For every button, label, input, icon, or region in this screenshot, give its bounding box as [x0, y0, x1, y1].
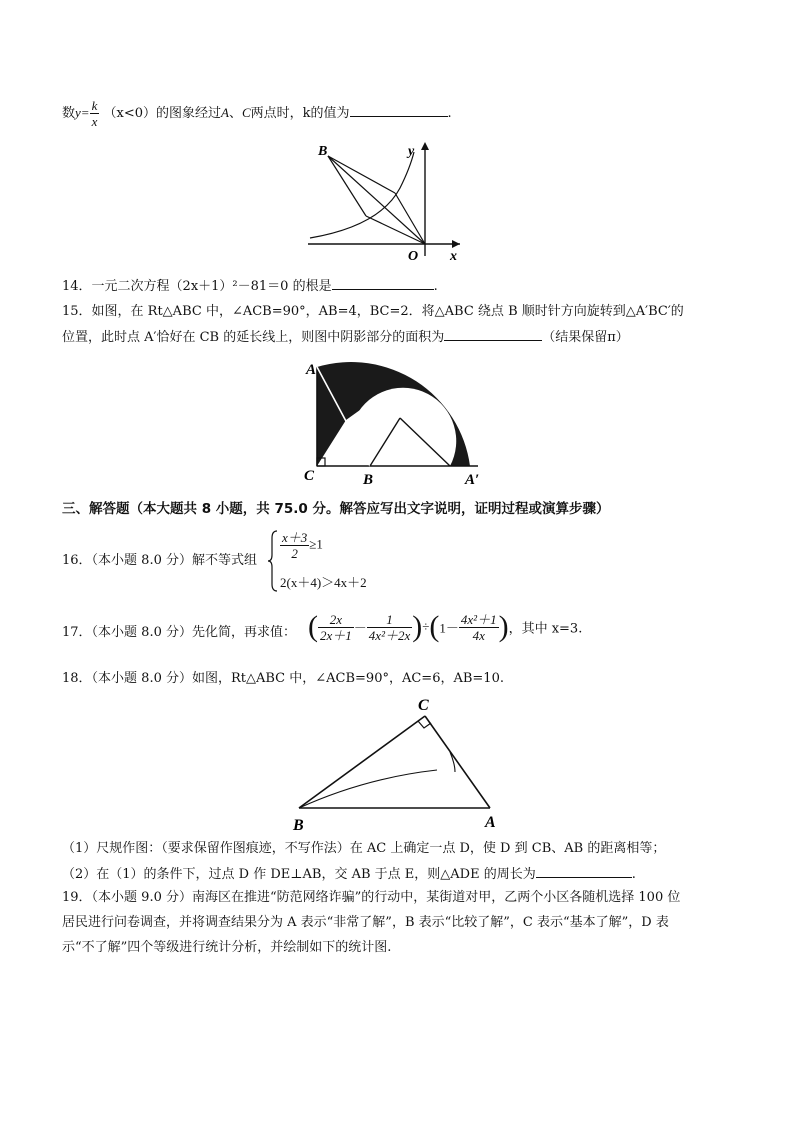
- q19-line3: [62, 939, 391, 957]
- q17-f2-den: 4x²＋2x: [368, 627, 411, 643]
- q19-line2-text: 居民进行问卷调查，并将调查结果分为 A 表示“非常了解”，B 表示“比较了解”，C 表示“基本了解”，D 表: [62, 915, 669, 930]
- bisector-trace: [299, 770, 437, 808]
- paren-open-2: (: [429, 610, 440, 643]
- label-c: C: [304, 468, 315, 484]
- paren-close-1: ): [412, 610, 423, 643]
- q16-system: [268, 530, 408, 592]
- q17-f3-den: 4x: [472, 627, 485, 643]
- paren-open-1: (: [308, 610, 318, 643]
- q18-sub2: [62, 865, 636, 884]
- q15-line1-text: 15．如图，在 Rt△ABC 中，∠ACB=90°，AB=4，BC=2．将△ABC 绕点 B 顺时针方向旋转到△A′BC′的: [62, 304, 684, 319]
- figure-rotation-shaded: [300, 360, 495, 488]
- label-b: B: [318, 144, 328, 159]
- q16-ineq2: 2(x＋4)＞4x＋2: [280, 575, 367, 590]
- label-b2: B: [363, 472, 374, 488]
- q13-k-over-x: [90, 98, 100, 129]
- q17-div: ÷: [422, 619, 430, 634]
- q14-text: 14．一元二次方程（2x＋1）²－81＝0 的根是: [62, 279, 332, 294]
- segment-bo: [328, 156, 425, 244]
- q16-ineq1-den: 2: [291, 546, 298, 561]
- q19-line1: [62, 889, 680, 907]
- q13-suffix: 两点时，k的值为: [250, 106, 350, 121]
- q18-line: [62, 670, 504, 688]
- q16-ineq1: [280, 530, 323, 561]
- label-a-prime: A′: [465, 472, 480, 488]
- q18-answer-blank[interactable]: [536, 865, 632, 878]
- segment-ca: [425, 716, 490, 808]
- q16-line: [62, 552, 257, 570]
- label-a: A: [306, 362, 317, 378]
- figure-right-triangle: [285, 690, 515, 835]
- q19-line1-text: 19．（本小题 9.0 分）南海区在推进“防范网络诈骗”的行动中，某街道对甲，乙两个小区各随机选择 100 位: [62, 890, 681, 905]
- q18-text: 18．（本小题 8.0 分）如图，Rt△ABC 中，∠ACB=90°，AC=6，AB=10.: [62, 671, 504, 686]
- x-axis-arrow: [452, 240, 460, 248]
- q16-ineq1-rel: ≥1: [309, 536, 323, 552]
- q17-frac1: [318, 612, 354, 643]
- q17-line: [62, 624, 296, 642]
- q16-label: 16．（本小题 8.0 分）解不等式组: [62, 553, 257, 568]
- q15-line2-tail: （结果保留π）: [542, 330, 629, 345]
- segment-ba: [328, 156, 395, 193]
- q15-line1: [62, 303, 684, 321]
- q13-end: .: [447, 106, 452, 121]
- q17-f3-num: 4x²＋1: [460, 611, 497, 627]
- q17-f2-num: 1: [367, 612, 412, 628]
- q13-point-c: C: [241, 105, 251, 120]
- q13-sep: 、: [228, 106, 242, 121]
- label-o: O: [408, 249, 419, 263]
- section3-title: [62, 500, 610, 518]
- label-a3: A: [485, 814, 496, 831]
- q13-point-a: A: [220, 105, 229, 120]
- q17-tail: ，其中 x=3.: [508, 621, 583, 637]
- q17-expression: [308, 610, 582, 654]
- section3-title-text: 三、解答题（本大题共 8 小题，共 75.0 分。解答应写出文字说明，证明过程或演算步骤）: [62, 501, 610, 517]
- q15-answer-blank[interactable]: [444, 328, 542, 341]
- q17-frac2: [367, 612, 412, 643]
- paren-close-2: ): [498, 610, 509, 643]
- q14-end: .: [433, 279, 438, 294]
- q17-minus: －: [353, 620, 367, 636]
- label-b3: B: [293, 817, 304, 834]
- q14-line: [62, 277, 438, 296]
- brace-icon: [268, 530, 278, 592]
- q17-label: 17．（本小题 8.0 分）先化简，再求值：: [62, 625, 296, 640]
- q17-f1-num: 2x: [318, 612, 354, 628]
- segment-bc: [299, 716, 425, 808]
- q18-sub1: [62, 840, 665, 858]
- q13-tail-line: [62, 98, 452, 129]
- q18-sub1-text: （1）尺规作图：（要求保留作图痕迹，不写作法）在 AC 上确定一点 D，使 D 到 CB、AB 的距离相等；: [62, 841, 666, 856]
- hyperbola-curve: [310, 152, 414, 238]
- q18-sub2-text: （2）在（1）的条件下，过点 D 作 DE⊥AB，交 AB 于点 E，则△ADE 的周长为: [62, 867, 536, 882]
- q18-sub2-end: .: [631, 867, 636, 882]
- q17-f1-den: 2x＋1: [320, 627, 352, 643]
- q13-condition: （x<0）的图象经过: [103, 106, 221, 121]
- q15-line2: [62, 328, 629, 347]
- label-x: x: [450, 249, 457, 263]
- q13-frac-num: k: [91, 98, 98, 113]
- q16-ineq1-frac: [280, 530, 309, 561]
- q19-line3-text: 示“不了解”四个等级进行统计分析，并绘制如下的统计图.: [62, 940, 392, 955]
- y-axis-arrow: [421, 142, 429, 150]
- q15-line2-text: 位置，此时点 A′恰好在 CB 的延长线上，则图中阴影部分的面积为: [62, 330, 445, 345]
- label-c3: C: [418, 697, 429, 714]
- q13-answer-blank[interactable]: [350, 104, 448, 117]
- q19-line2: [62, 914, 669, 932]
- q17-frac3: [459, 612, 499, 643]
- q16-ineq1-num: x＋3: [282, 530, 308, 545]
- q14-answer-blank[interactable]: [332, 277, 434, 290]
- q13-y-eq: y=: [75, 105, 90, 120]
- figure-hyperbola: [300, 138, 470, 263]
- label-y: y: [408, 144, 415, 159]
- q13-frac-den: x: [91, 114, 98, 129]
- inner-sector: [356, 388, 456, 466]
- q17-one-minus: 1－: [439, 620, 459, 636]
- q13-prefix: 数: [62, 106, 76, 121]
